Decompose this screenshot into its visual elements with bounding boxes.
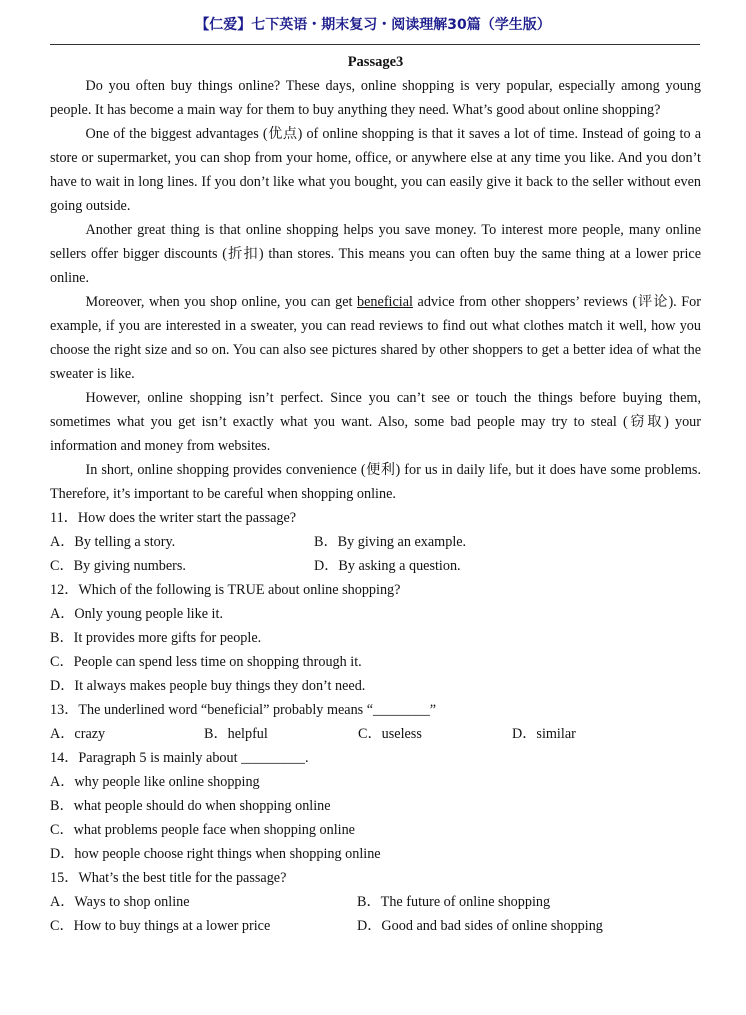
- option-11d: D．By asking a question.: [314, 558, 461, 574]
- option-13a: A．crazy: [50, 726, 106, 742]
- option-14d: D．how people choose right things when shopping online: [50, 846, 381, 862]
- option-13b: B．helpful: [204, 726, 268, 742]
- paragraph-2: One of the biggest advantages (优点) of online shopping is that it saves a lot of time. Instead of going to a store or supermarket, you can shop from your home, office, or anywhere else at any time you like. And you don’t have to wait in long lines. If you don’t like what you bought, you can easily give it back to the seller without even going outside.: [50, 126, 701, 214]
- underlined-word: beneficial: [357, 294, 413, 310]
- question-11-options-row2: [50, 554, 701, 578]
- question-14-stem: 14．Paragraph 5 is mainly about _________.: [50, 750, 309, 766]
- option-12d: D．It always makes people buy things they don’t need.: [50, 678, 366, 694]
- question-15-options-row2: [50, 914, 701, 938]
- paragraph-6: In short, online shopping provides convenience (便利) for us in daily life, but it does have some problems. Therefore, it’s important to be careful when shopping online.: [50, 462, 701, 502]
- paragraph-4-text-a: Moreover, when you shop online, you can get: [85, 294, 358, 310]
- question-11-options-row1: [50, 530, 701, 554]
- option-15c: C．How to buy things at a lower price: [50, 918, 271, 934]
- paragraph-1: Do you often buy things online? These days, online shopping is very popular, especially among young people. It has become a main way for them to buy anything they need. What’s good about online shopping?: [50, 78, 701, 118]
- paragraph-5: However, online shopping isn’t perfect. Since you can’t see or touch the things before buying them, sometimes what you get isn’t exactly what you want. Also, some bad people may try to steal (窃取) your information and money from websites.: [50, 390, 701, 454]
- paragraph-4-text-b: advice from other shoppers’ reviews (评论). For example, if you are interested in a sweater, you can read reviews to find out what clothes match it well, how you choose the right size and so on. You can also see pictures shared by other shoppers to get a better idea of what the sweater is like.: [50, 294, 701, 382]
- passage-title: Passage3: [347, 54, 404, 70]
- option-14a: A．why people like online shopping: [50, 774, 260, 790]
- header-divider: [50, 44, 700, 45]
- option-11a: A．By telling a story.: [50, 534, 176, 550]
- question-13-stem: 13．The underlined word “beneficial” probably means “________”: [50, 702, 437, 718]
- question-13-options: [50, 722, 701, 746]
- option-14c: C．what problems people face when shopping online: [50, 822, 355, 838]
- question-11-stem: 11．How does the writer start the passage?: [50, 510, 297, 526]
- question-12-stem: 12．Which of the following is TRUE about online shopping?: [50, 582, 401, 598]
- option-12a: A．Only young people like it.: [50, 606, 223, 622]
- option-11c: C．By giving numbers.: [50, 558, 186, 574]
- option-15b: B．The future of online shopping: [357, 894, 551, 910]
- option-15d: D．Good and bad sides of online shopping: [357, 918, 603, 934]
- question-15-stem: 15．What’s the best title for the passage?: [50, 870, 287, 886]
- page-header: 【仁爱】七下英语・期末复习・阅读理解30篇（学生版）: [195, 17, 551, 33]
- question-15-options-row1: [50, 890, 701, 914]
- paragraph-3: Another great thing is that online shopping helps you save money. To interest more people, many online sellers offer bigger discounts (折扣) than stores. This means you can often buy the same thing at a lower price online.: [50, 222, 701, 286]
- paragraph-4: [50, 290, 701, 386]
- document-body: [50, 50, 701, 938]
- option-12b: B．It provides more gifts for people.: [50, 630, 262, 646]
- option-14b: B．what people should do when shopping online: [50, 798, 331, 814]
- option-12c: C．People can spend less time on shopping through it.: [50, 654, 362, 670]
- option-13d: D．similar: [512, 726, 576, 742]
- option-11b: B．By giving an example.: [314, 534, 467, 550]
- option-13c: C．useless: [358, 726, 422, 742]
- option-15a: A．Ways to shop online: [50, 894, 190, 910]
